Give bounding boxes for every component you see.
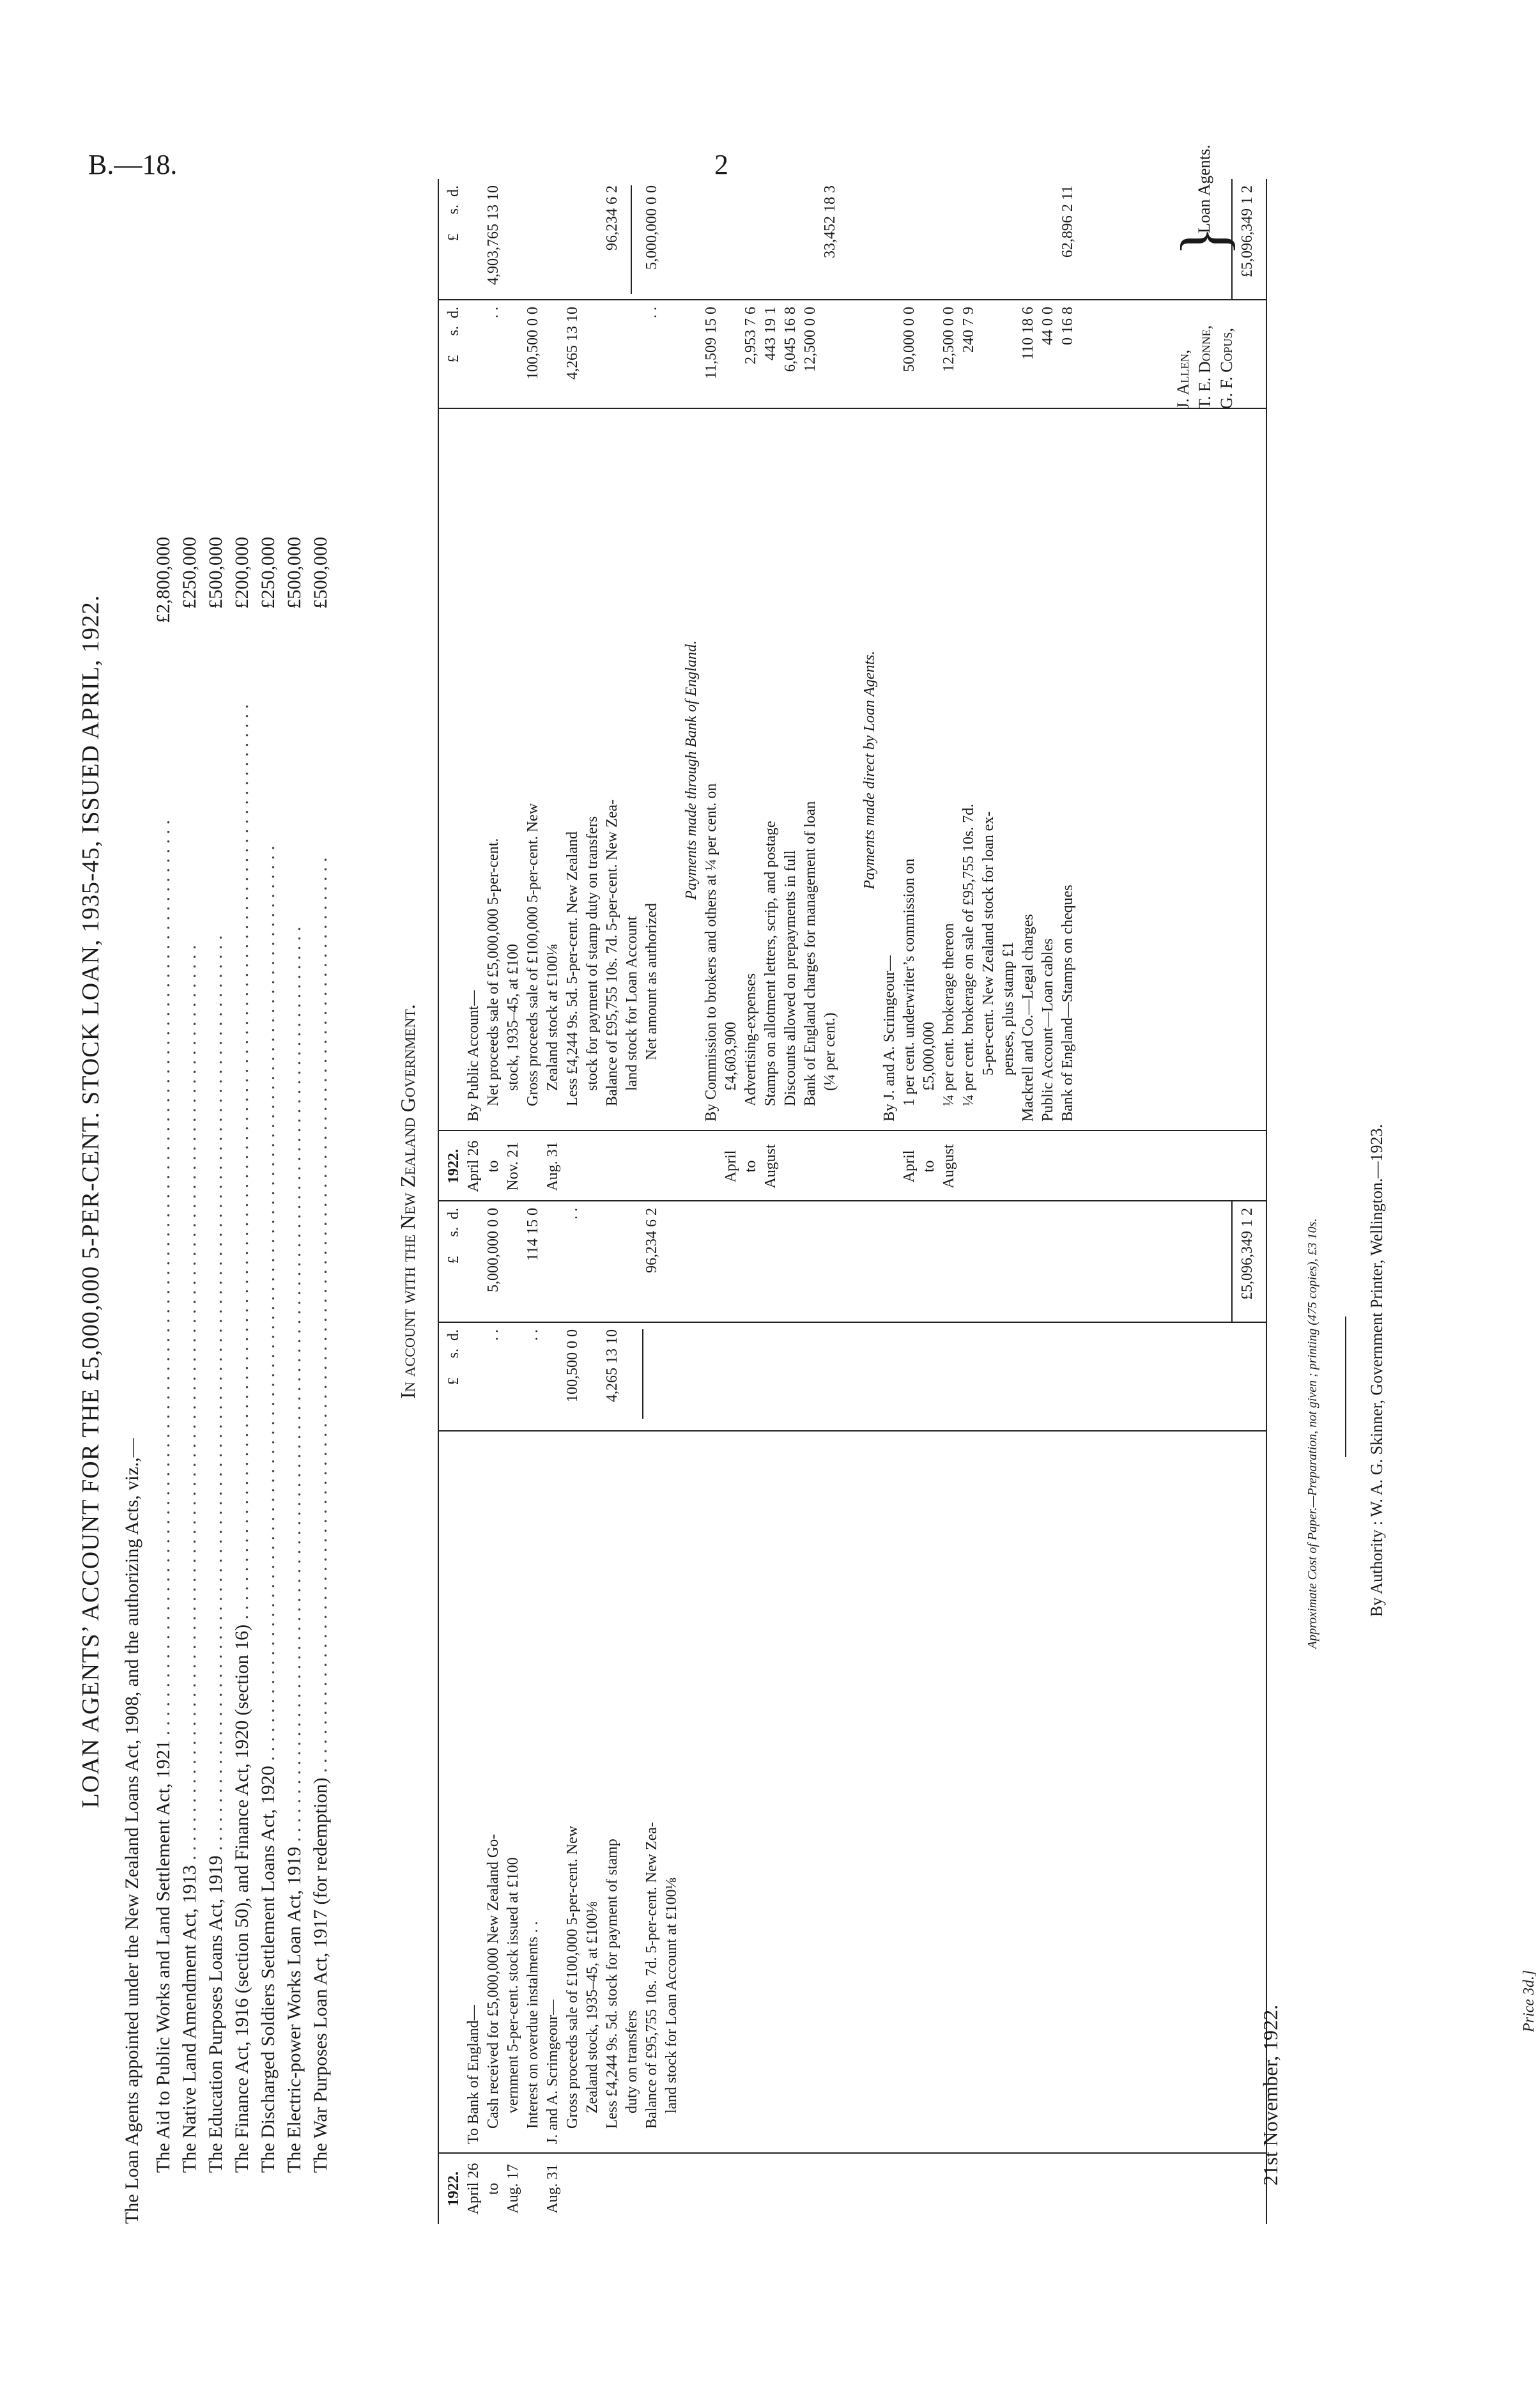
date-line: Aug. 31 (544, 2164, 561, 2214)
date-line: to (485, 1160, 502, 1173)
date-line: August (941, 1144, 957, 1189)
act-name: The Native Land Amendment Act, 1913 . . . (176, 633, 203, 2173)
debit-outer-amount: 5,000,000 0 0 (485, 1208, 502, 1292)
debit-date-rule (438, 2152, 1267, 2154)
rotated-page (64, 115, 1537, 2288)
signatory: G. F. Copus, (1217, 327, 1236, 409)
debit-line: Zealand stock, 1935–45, at £100⅛ (584, 1901, 601, 2113)
credit-inner-amount: 443 19 1 (762, 307, 779, 360)
date-year: 1922. (445, 1149, 462, 1184)
credit-line: stock, 1935–45, at £100 (505, 944, 521, 1091)
signatory-role: Loan Agents. (1195, 144, 1213, 233)
debit-inner-currency-header: £ s. d. (445, 1329, 462, 1385)
credit-outer-amount: 5,000,000 0 0 (643, 185, 660, 270)
act-row (229, 537, 255, 2173)
act-row (176, 537, 203, 2173)
act-row (281, 537, 307, 2173)
ledger-table (438, 179, 1268, 2224)
debit-outer-currency-header: £ s. d. (445, 1208, 462, 1264)
credit-subtotal-rule (631, 185, 632, 294)
date-line: Aug. 17 (505, 2164, 521, 2214)
credit-line: ¼ per cent. brokerage on sale of £95,755 10s. 7d. (960, 803, 977, 1106)
act-row (255, 537, 281, 2173)
section-heading: Payments made through Bank of England. (683, 640, 700, 900)
debit-inner-amount: 4,265 13 10 (604, 1329, 620, 1402)
debit-line: vernment 5-per-cent. stock issued at £100 (505, 1857, 521, 2113)
date-year: 1922. (445, 2172, 462, 2206)
credit-total: £5,096,349 1 2 (1239, 185, 1256, 277)
debit-line: To Bank of England— (465, 2005, 482, 2144)
credit-text-rule (438, 408, 1267, 409)
credit-line: Gross proceeds sale of £100,000 5-per-cent. New (525, 803, 541, 1106)
credit-outer-amount: 96,234 6 2 (604, 185, 620, 251)
credit-dots: . . (643, 307, 660, 318)
debit-dates (444, 2157, 563, 2221)
credit-line: Advertising-expenses (742, 973, 759, 1106)
credit-dates-bank (721, 1134, 781, 1198)
signatories (1173, 325, 1238, 409)
credit-outer-amount: 4,903,765 13 10 (485, 185, 502, 285)
debit-outer-amount: 96,234 6 2 (643, 1208, 660, 1273)
act-amount: £250,000 (258, 537, 279, 609)
page-number: 2 (714, 149, 728, 180)
act-amount: £500,000 (284, 537, 305, 609)
date-line: April 26 (465, 2163, 482, 2215)
credit-inner-amount: 50,000 0 0 (901, 307, 918, 372)
cost-note: Approximate Cost of Paper.—Preparation, not given ; printing (475 copies), £3 10s. (1305, 1218, 1319, 1649)
credit-inner-currency-header: £ s. d. (445, 307, 462, 363)
credit-line: penses, plus stamp £1 (1000, 941, 1017, 1076)
credit-entries-bank (682, 419, 840, 1122)
credit-inner-amount: 12,500 0 0 (802, 307, 819, 372)
document-title: LOAN AGENTS’ ACCOUNT FOR THE £5,000,000 5-PER-CENT. STOCK LOAN, 1935-45, ISSUED APRIL, 1922. (77, 594, 104, 1809)
debit-dots: . . (525, 1329, 541, 1341)
ledger-center-rule (438, 1200, 1267, 1201)
date-line: April 26 (465, 1140, 482, 1192)
debit-line: Cash received for £5,000,000 New Zealand Go- (485, 1833, 502, 2129)
credit-dates (444, 1134, 563, 1198)
credit-line: Zealand stock at £100⅛ (544, 944, 561, 1091)
act-row (150, 537, 176, 2173)
act-amount: £500,000 (205, 537, 226, 609)
credit-inner-amount: 4,265 13 10 (564, 307, 581, 380)
credit-line: Less £4,244 9s. 5d. 5-per-cent. New Zealand (564, 831, 581, 1106)
credit-outer-amount: 62,896 2 11 (1059, 185, 1076, 258)
act-row (203, 537, 229, 2173)
credit-line: Bank of England charges for management of loan (802, 801, 819, 1106)
debit-dots: . . (564, 1208, 581, 1219)
account-heading: In account with the New Zealand Government. (396, 1004, 419, 1399)
act-name: The Electric-power Works Loan Act, 1919 . . . (281, 633, 307, 2173)
credit-date-rule (438, 1130, 1267, 1131)
credit-dots: . . (485, 307, 502, 318)
credit-line: land stock for Loan Account (624, 916, 640, 1091)
date-line: April (901, 1150, 918, 1183)
credit-line: 1 per cent. underwriter’s commission on (901, 858, 918, 1106)
act-amount: £250,000 (179, 537, 200, 609)
debit-line: Balance of £95,755 10s. 7d. 5-per-cent. New Zea- (643, 1821, 660, 2129)
credit-line: £4,603,900 (723, 1022, 739, 1091)
section-heading: Payments made direct by Loan Agents. (861, 651, 878, 890)
debit-line: duty on transfers (624, 2010, 640, 2113)
date-line: Nov. 21 (505, 1142, 521, 1191)
date-line: August (762, 1144, 779, 1189)
authority-rule (1345, 1316, 1346, 1457)
act-name: The Education Purposes Loans Act, 1919 . . . (203, 633, 229, 2173)
credit-inner-amount: 240 7 9 (960, 307, 977, 353)
credit-line: £5,000,000 (921, 1022, 937, 1091)
debit-text-rule (438, 1430, 1267, 1432)
act-row (307, 537, 334, 2173)
debit-dots: . . (485, 1329, 502, 1341)
credit-inner-amount: 44 0 0 (1040, 307, 1056, 345)
credit-inner-amount: 12,500 0 0 (941, 307, 957, 372)
credit-entries-public (464, 419, 662, 1122)
act-amount: £200,000 (231, 537, 252, 609)
debit-entries (464, 1441, 682, 2144)
date-line: to (485, 2182, 502, 2195)
credit-inner-amount: 0 16 8 (1059, 307, 1076, 345)
credit-inner-amount: 6,045 16 8 (782, 307, 799, 372)
credit-line: Discounts allowed on prepayments in full (782, 850, 799, 1106)
ledger-top-rule (438, 179, 439, 2224)
credit-line: Public Account—Loan cables (1040, 938, 1056, 1122)
credit-line: Stamps on allotment letters, scrip, and postage (762, 821, 779, 1106)
brace-icon: } (1167, 226, 1242, 256)
debit-inner-rule (438, 1322, 1267, 1323)
credit-outer-currency-header: £ s. d. (445, 185, 462, 242)
debit-total: £5,096,349 1 2 (1239, 1208, 1256, 1300)
credit-line: Net amount as authorized (643, 903, 660, 1060)
price: Price 3d.] (1521, 1970, 1537, 2032)
debit-line: Gross proceeds sale of £100,000 5-per-cent. New (564, 1825, 581, 2129)
date-line: to (742, 1160, 759, 1173)
credit-line: By Commission to brokers and others at ¼ per cent. on (703, 783, 719, 1122)
debit-total-rule (1231, 1201, 1233, 1323)
debit-line: land stock for Loan Account at £100⅛ (663, 1878, 680, 2113)
credit-line: Mackrell and Co.—Legal charges (1020, 914, 1036, 1122)
ledger-bottom-rule (1266, 179, 1267, 2224)
debit-outer-amount: 114 15 0 (525, 1208, 541, 1262)
credit-inner-rule (438, 299, 1267, 300)
credit-inner-amount: 100,500 0 0 (525, 307, 541, 380)
document-date: 21st November, 1922. (1259, 2004, 1282, 2186)
acts-list (150, 537, 334, 2173)
signatory: T. E. Donne, (1196, 325, 1214, 409)
signatory: J. Allen, (1174, 350, 1192, 409)
credit-line: By Public Account— (465, 990, 482, 1122)
debit-line: Less £4,244 9s. 5d. stock for payment of stamp (604, 1839, 620, 2129)
credit-entries-agents (860, 419, 1078, 1122)
date-line: April (723, 1150, 739, 1183)
act-amount: £2,800,000 (153, 537, 174, 623)
credit-inner-amount: 110 18 6 (1020, 307, 1036, 360)
act-name: The Discharged Soldiers Settlement Loans Act, 1920 . . . (255, 633, 281, 2173)
credit-line: By J. and A. Scrimgeour— (881, 955, 898, 1122)
credit-line: 5-per-cent. New Zealand stock for loan ex- (980, 811, 997, 1076)
credit-line: Net proceeds sale of £5,000,000 5-per-cent. (485, 838, 502, 1106)
act-name: The Aid to Public Works and Land Settlement Act, 1921 . . . (150, 633, 176, 2173)
credit-inner-amount: 2,953 7 6 (742, 307, 759, 364)
act-name: The War Purposes Loan Act, 1917 (for redemption) . . . (307, 633, 334, 2173)
debit-line: Interest on overdue instalments . . (525, 1921, 541, 2129)
date-line: Aug. 31 (544, 1141, 561, 1191)
document-code: B.—18. (88, 149, 178, 180)
credit-line: ¼ per cent. brokerage thereon (941, 923, 957, 1106)
credit-line: Bank of England—Stamps on cheques (1059, 884, 1076, 1122)
date-line: to (921, 1160, 937, 1173)
credit-line: (¼ per cent.) (822, 1012, 838, 1091)
credit-outer-amount: 33,452 18 3 (822, 185, 838, 258)
debit-subtract-rule (642, 1329, 643, 1419)
debit-line: J. and A. Scrimgeour— (544, 2000, 561, 2144)
intro-text: The Loan Agents appointed under the New Zealand Loans Act, 1908, and the authorizing Acts, viz.,— (121, 1438, 142, 2224)
credit-line: Balance of £95,755 10s. 7d. 5-per-cent. New Zea- (604, 799, 620, 1106)
debit-inner-amount: 100,500 0 0 (564, 1329, 581, 1402)
act-name: The Finance Act, 1916 (section 50), and Finance Act, 1920 (section 16) . . . (229, 633, 255, 2173)
credit-line: stock for payment of stamp duty on transfers (584, 816, 601, 1091)
printer-authority: By Authority : W. A. G. Skinner, Government Printer, Wellington.—1923. (1367, 1124, 1386, 1617)
credit-dates-agents (900, 1134, 959, 1198)
credit-inner-amount: 11,509 15 0 (703, 307, 719, 380)
act-amount: £500,000 (310, 537, 331, 609)
